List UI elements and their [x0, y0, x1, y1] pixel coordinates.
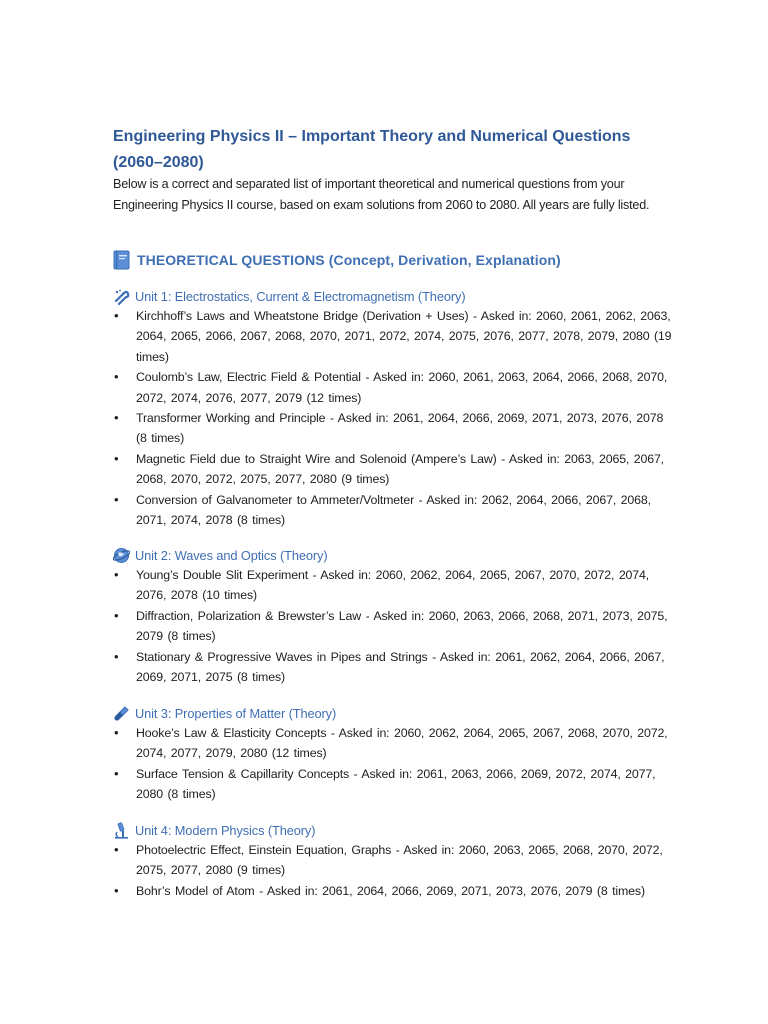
list-item — [113, 647, 673, 688]
list-item-text: Photoelectric Effect, Einstein Equation, Graphs - Asked in: 2060, 2063, 2065, 2068, 2070, 2072, 2075, 2077, 2080 (9 times) — [136, 843, 663, 878]
unit-4-block — [113, 820, 673, 901]
unit-3-title-label: Unit 3: Properties of Matter (Theory) — [135, 705, 337, 721]
bullet-mark: • — [114, 491, 119, 507]
section-heading-label: THEORETICAL QUESTIONS (Concept, Derivation, Explanation) — [137, 252, 561, 268]
bullet-mark: • — [114, 308, 119, 323]
list-item — [113, 764, 673, 805]
list-item-text: Coulomb’s Law, Electric Field & Potential - Asked in: 2060, 2061, 2063, 2064, 2066, 2068, 2070, 2072, 2074, 2076, 2077, 2079 (12 times) — [136, 370, 668, 405]
list-item — [113, 449, 673, 490]
list-item-text: Young’s Double Slit Experiment - Asked in: 2060, 2062, 2064, 2065, 2067, 2070, 2072, 2074, 2076, 2078 (10 times) — [136, 568, 650, 603]
bullet-mark: • — [114, 607, 119, 623]
globe-icon — [113, 547, 130, 564]
unit-4-title-label: Unit 4: Modern Physics (Theory) — [135, 822, 316, 838]
list-item-text: Conversion of Galvanometer to Ammeter/Voltmeter - Asked in: 2062, 2064, 2066, 2067, 2068, 2071, 2074, 2078 (8 times) — [136, 492, 651, 528]
bullet-mark: • — [114, 842, 119, 857]
list-item-text: Surface Tension & Capillarity Concepts - Asked in: 2061, 2063, 2066, 2069, 2072, 2074, 2077, 2080 (8 times) — [136, 766, 656, 802]
list-item-text: Stationary & Progressive Waves in Pipes and Strings - Asked in: 2061, 2062, 2064, 2066, 2067, 2069, 2071, 2075 (8 times) — [136, 649, 665, 685]
unit-1-list — [113, 306, 673, 530]
list-item — [113, 306, 673, 367]
unit-3-list — [113, 723, 673, 805]
unit-1-title — [113, 286, 673, 306]
list-item — [113, 840, 673, 881]
bullet-mark: • — [114, 648, 119, 664]
bullet-mark: • — [114, 450, 119, 466]
list-item-text: Bohr’s Model of Atom - Asked in: 2061, 2064, 2066, 2069, 2071, 2073, 2076, 2079 (8 times) — [136, 883, 645, 898]
list-item-text: Kirchhoff’s Laws and Wheatstone Bridge (Derivation + Uses) - Asked in: 2060, 2061, 2062, 2063, 2064, 2065, 2066, 2067, 2068, 2070, 2071, 2072, 2074, 2075, 2076, 2077, 2078, 2079, 2080 (19 times) — [136, 309, 672, 364]
list-item — [113, 408, 673, 449]
list-item — [113, 881, 673, 901]
unit-1-block — [113, 286, 673, 530]
list-item — [113, 723, 673, 764]
unit-2-title-label: Unit 2: Waves and Optics (Theory) — [135, 547, 328, 563]
unit-3-block — [113, 703, 673, 805]
unit-4-title — [113, 820, 673, 840]
unit-1-title-label: Unit 1: Electrostatics, Current & Electromagnetism (Theory) — [135, 288, 466, 304]
unit-2-title — [113, 545, 673, 565]
list-item-text: Magnetic Field due to Straight Wire and Solenoid (Ampere’s Law) - Asked in: 2063, 2065, 2067, 2068, 2070, 2072, 2075, 2077, 2080 (9 times) — [136, 451, 664, 487]
microscope-icon — [113, 822, 130, 839]
bullet-mark: • — [114, 882, 119, 898]
list-item — [113, 606, 673, 647]
list-item-text: Hooke’s Law & Elasticity Concepts - Asked in: 2060, 2062, 2064, 2065, 2067, 2068, 2070, 2072, 2074, 2077, 2079, 2080 (12 times) — [136, 726, 668, 761]
unit-4-list — [113, 840, 673, 901]
list-item-text: Transformer Working and Principle - Asked in: 2061, 2064, 2066, 2069, 2071, 2073, 2076, 2078 (8 times) — [136, 411, 664, 446]
list-item — [113, 565, 673, 606]
bullet-mark: • — [114, 725, 119, 740]
page-title: Engineering Physics II – Important Theory and Numerical Questions (2060–2080) — [113, 128, 631, 171]
intro-paragraph: Below is a correct and separated list of important theoretical and numerical questions from your Engineering Physics II course, based on exam solutions from 2060 to 2080. All years are fully listed. — [113, 177, 650, 212]
bullet-mark: • — [114, 765, 119, 781]
book-icon — [113, 250, 131, 270]
magnet-icon — [113, 288, 130, 305]
unit-3-title — [113, 703, 673, 723]
list-item — [113, 490, 673, 531]
bullet-mark: • — [114, 369, 119, 385]
test-tube-icon — [113, 705, 130, 722]
unit-2-list — [113, 565, 673, 687]
unit-2-block — [113, 545, 673, 687]
list-item-text: Diffraction, Polarization & Brewster’s Law - Asked in: 2060, 2063, 2066, 2068, 2071, 2073, 2075, 2079 (8 times) — [136, 608, 668, 644]
list-item — [113, 367, 673, 408]
bullet-mark: • — [114, 410, 119, 426]
section-heading-theoretical — [113, 250, 561, 270]
bullet-mark: • — [114, 567, 119, 582]
